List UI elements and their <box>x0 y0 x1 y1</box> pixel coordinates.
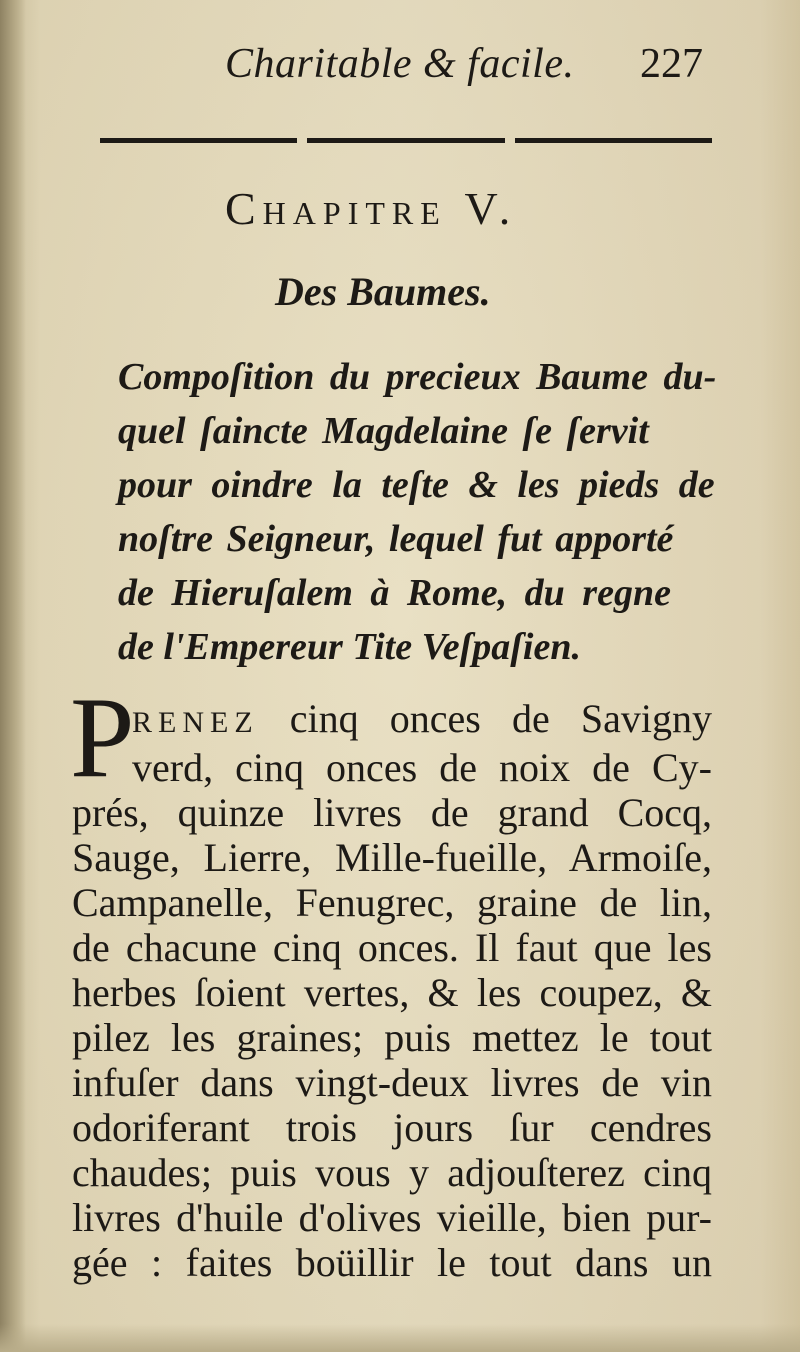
body-line: Campanelle, Fenugrec, graine de lin, <box>72 880 712 925</box>
rule-segment <box>515 138 712 143</box>
first-line-text: cinq onces de Savigny <box>289 696 713 741</box>
first-word-smallcaps: RENEZ <box>132 706 259 739</box>
body-line: prés, quinze livres de grand Cocq, <box>72 790 712 835</box>
body-line: odoriferant trois jours ſur cendres <box>72 1105 712 1150</box>
body-line: de chacune cinq onces. Il faut que les <box>72 925 712 970</box>
body-line: Sauge, Lierre, Mille-fueille, Armoiſe, <box>72 835 712 880</box>
body-line: pilez les graines; puis mettez le tout <box>72 1015 712 1060</box>
recipe-title-line: noſtre Seigneur, lequel fut apporté <box>118 518 674 560</box>
recipe-title-line: de l'Empereur Tite Veſpaſien. <box>118 626 581 668</box>
page-gutter-shadow <box>0 0 26 1352</box>
body-line: livres d'huile d'olives vieille, bien pur- <box>72 1195 712 1240</box>
drop-cap: P <box>70 674 135 802</box>
recipe-title <box>118 350 718 674</box>
recipe-title-line: Compoſition du precieux Baume du- <box>118 356 717 398</box>
recipe-title-line: quel ſaincte Magdelaine ſe ſervit <box>118 410 649 452</box>
recipe-title-line: pour oindre la teſte & les pieds de <box>118 464 715 506</box>
body-line: verd, cinq onces de noix de Cy- <box>132 745 712 790</box>
section-title: Des Baumes. <box>275 269 491 314</box>
header-rule <box>100 138 712 144</box>
running-head: Charitable & facile. <box>225 41 575 87</box>
body-line: chaudes; puis vous y adjouſterez cinq <box>72 1150 712 1195</box>
body-line: infuſer dans vingt-deux livres de vin <box>72 1060 712 1105</box>
rule-segment <box>307 138 504 143</box>
page-bottom-edge <box>0 1324 800 1352</box>
recipe-title-line: de Hieruſalem à Rome, du regne <box>118 572 671 614</box>
rule-segment <box>100 138 297 143</box>
body-line: gée : faites boüillir le tout dans un <box>72 1240 712 1285</box>
body-line: herbes ſoient vertes, & les coupez, & <box>72 970 712 1015</box>
chapter-heading: Chapitre V. <box>225 183 518 234</box>
body-line <box>72 696 712 745</box>
page-number: 227 <box>640 41 703 87</box>
body-text <box>70 674 713 1285</box>
